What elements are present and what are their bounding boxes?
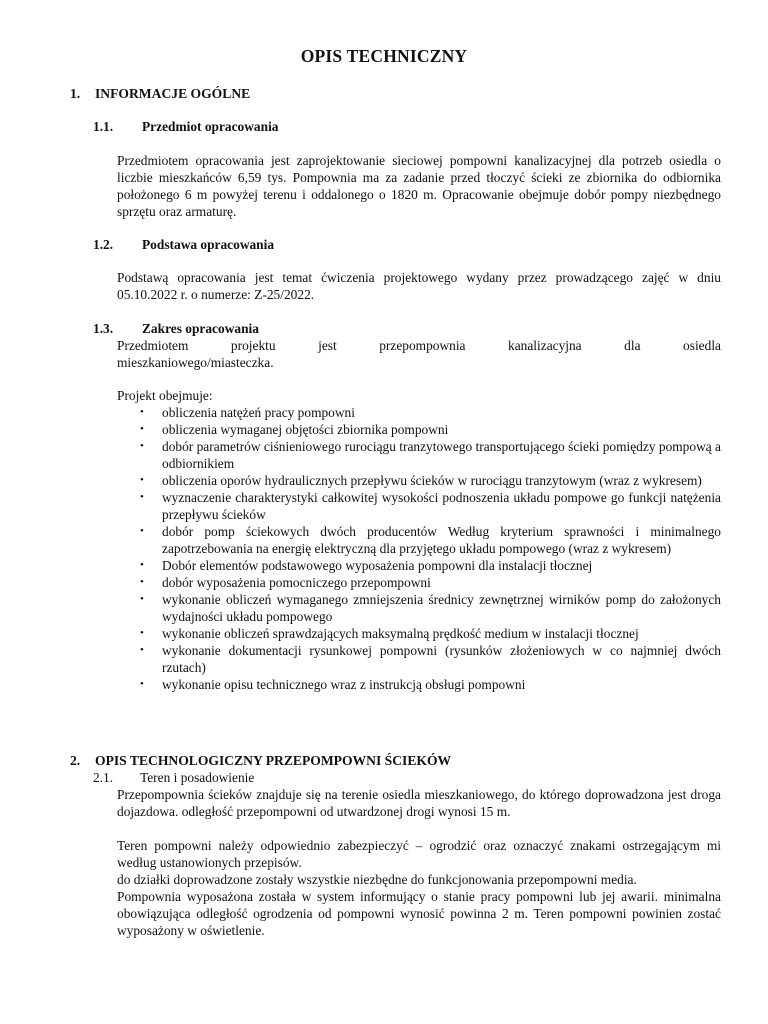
list-item: • obliczenia oporów hydraulicznych przepływu ścieków w rurociągu tranzytowym (wraz z wykresem): [140, 473, 702, 488]
section-title: INFORMACJE OGÓLNE: [95, 86, 251, 101]
paragraph-scope-line1: Przedmiotem projektu jest przepompownia kanalizacyjna dla osiedla: [117, 338, 721, 353]
bullet-icon: •: [140, 440, 144, 452]
paragraph-subject: Przedmiotem opracowania jest zaprojektowanie sieciowej pompowni kanalizacyjnej dla potrzeb osiedla o liczbie mieszkańców 6,59 tys. Pompownia ma za zadanie przed tłoczyć ścieki ze zbiornika do odbiornika położonego 6 m powyżej terenu i oddalonego o 1820 m. Opracowanie obejmuje dobór pompy niezbędnego sprzętu oraz armaturę.: [117, 153, 721, 219]
bullet-icon: •: [140, 559, 144, 571]
list-item: • obliczenia wymaganej objętości zbiornika pompowni: [140, 422, 449, 437]
subsection-number: 1.3.: [93, 321, 114, 336]
paragraph-scope-line2: mieszkaniowego/miasteczka.: [117, 355, 274, 370]
bullet-icon: •: [140, 644, 144, 656]
section-title: OPIS TECHNOLOGICZNY PRZEPOMPOWNI ŚCIEKÓW: [95, 753, 452, 768]
subsection-title: Teren i posadowienie: [140, 770, 255, 785]
list-item: • dobór pomp ściekowych dwóch producentów Według kryterium sprawności i minimalnego zapotrzebowania na energię elektryczną dla przyjętego układu pompowego (wraz z wykresem): [140, 524, 721, 556]
subsection-title: Przedmiot opracowania: [142, 119, 279, 134]
bullet-icon: •: [140, 474, 144, 486]
list-item: • wyznaczenie charakterystyki całkowitej wysokości podnoszenia układu pompowe go funkcji natężenia przepływu ścieków: [140, 490, 721, 522]
document-title: OPIS TECHNICZNY: [300, 46, 468, 66]
section-number: 2.: [70, 753, 81, 768]
bullet-icon: •: [140, 593, 144, 605]
list-intro: Projekt obejmuje:: [117, 388, 213, 403]
paragraph-terrain-1: Przepompownia ścieków znajduje się na terenie osiedla mieszkaniowego, do którego doprowadzona jest droga dojazdowa. odległość przepompowni od utwardzonej drogi wynosi 15 m.: [117, 787, 721, 819]
section-number: 1.: [70, 86, 81, 101]
subsection-title: Zakres opracowania: [142, 321, 259, 336]
bullet-icon: •: [140, 678, 144, 690]
bullet-icon: •: [140, 525, 144, 537]
list-item: • wykonanie dokumentacji rysunkowej pompowni (rysunków złożeniowych w co najmniej dwóch rzutach): [140, 643, 721, 675]
bullet-icon: •: [140, 491, 144, 503]
list-item: • obliczenia natężeń pracy pompowni: [140, 405, 355, 420]
list-item: • wykonanie opisu technicznego wraz z instrukcją obsługi pompowni: [140, 677, 526, 692]
section-2-heading: [70, 752, 670, 769]
subsection-title: Podstawa opracowania: [142, 237, 275, 252]
subsection-number: 2.1.: [93, 770, 114, 785]
subsection-number: 1.2.: [93, 237, 114, 252]
list-item: • dobór parametrów ciśnieniowego rurociągu tranzytowego transportującego ścieki pomiędzy pompową a odbiornikiem: [140, 439, 721, 471]
list-item: • dobór wyposażenia pomocniczego przepompowni: [140, 575, 431, 590]
scope-list: [117, 404, 721, 693]
subsection-number: 1.1.: [93, 119, 114, 134]
bullet-icon: •: [140, 423, 144, 435]
paragraph-terrain-2: Teren pompowni należy odpowiednio zabezpieczyć – ogrodzić oraz oznaczyć znakami ostrzegającym mi według ustanowionych przepisów.: [117, 838, 721, 870]
list-item: • wykonanie obliczeń wymaganego zmniejszenia średnicy zewnętrznej wirników pomp do założonych wydajności układu pompowego: [140, 592, 721, 624]
subsection-1-2-heading: [93, 236, 593, 253]
section-1-heading: [70, 85, 670, 102]
paragraph-basis: Podstawą opracowania jest temat ćwiczenia projektowego wydany przez prowadzącego zajęć w dniu 05.10.2022 r. o numerze: Z-25/2022.: [117, 270, 721, 302]
subsection-1-1-heading: [93, 118, 593, 135]
subsection-1-3-heading: [93, 320, 593, 337]
list-item: • Dobór elementów podstawowego wyposażenia pompowni dla instalacji tłocznej: [140, 558, 593, 573]
bullet-icon: •: [140, 576, 144, 588]
bullet-icon: •: [140, 627, 144, 639]
paragraph-terrain-3: do działki doprowadzone zostały wszystkie niezbędne do funkcjonowania przepompowni media.: [117, 872, 637, 887]
list-item: • wykonanie obliczeń sprawdzających maksymalną prędkość medium w instalacji tłocznej: [140, 626, 639, 641]
subsection-2-1-heading: [93, 769, 593, 786]
bullet-icon: •: [140, 406, 144, 418]
paragraph-terrain-4: Pompownia wyposażona została w system informujący o stanie pracy pompowni lub jej awarii. minimalna obowiązująca odległość ogrodzenia od pompowni wynosić powinna 2 m. Teren pompowni powinien zostać wyposażony w oświetlenie.: [117, 889, 721, 938]
